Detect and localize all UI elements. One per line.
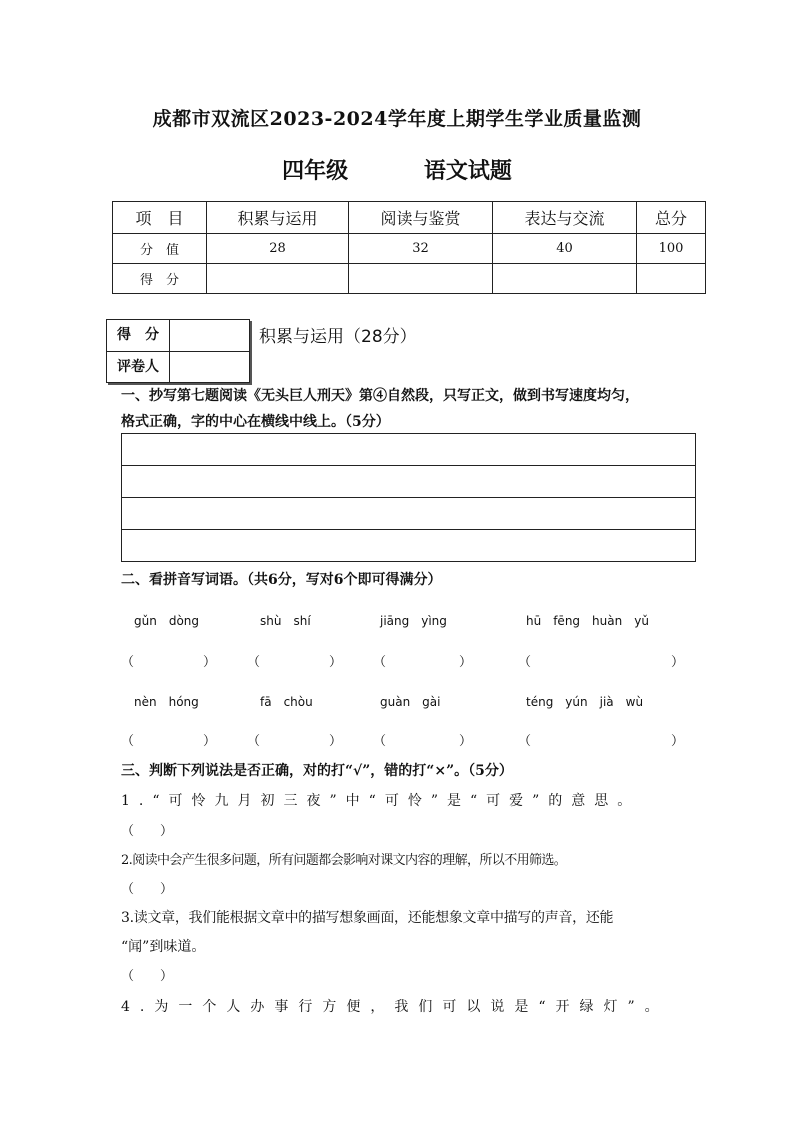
answer-open-paren: （ [121, 655, 135, 670]
answer-close-paren: ） [459, 734, 473, 749]
answer-open-paren: （ [247, 655, 261, 670]
score-input-cell[interactable] [637, 264, 706, 294]
answer-close-paren: ） [329, 734, 343, 749]
pinyin-prompt: jiāng yìng [380, 614, 447, 628]
grader-score-label: 得 分 [107, 320, 170, 351]
answer-close-paren: ） [203, 655, 217, 670]
statement-3: 3.读文章，我们能根据文章中的描写想象画面，还能想象文章中描写的声音，还能 [121, 910, 614, 926]
answer-close-paren: ） [459, 655, 473, 670]
score-table [112, 201, 706, 294]
statement-1: 1.“可怜九月初三夜”中“可怜”是“可爱”的意思。 [121, 793, 641, 809]
subject-label: 语文试题 [423, 158, 512, 184]
score-input-cell[interactable] [349, 264, 493, 294]
grader-box [106, 319, 250, 383]
grade-label: 四年级 [282, 158, 349, 184]
copy-writing-area[interactable] [121, 433, 696, 562]
question-1-text: 一、抄写第七题阅读《无头巨人刑天》第④自然段，只写正文，做到书写速度均匀， [121, 388, 639, 404]
statement-2: 2.阅读中会产生很多问题，所有问题都会影响对课文内容的理解，所以不用筛选。 [121, 853, 567, 868]
writing-line [122, 465, 695, 466]
grader-name-row[interactable] [107, 351, 249, 383]
pinyin-prompt: shù shí [260, 614, 311, 628]
table-cell: 40 [493, 234, 637, 264]
statement-3-cont: “闻”到味道。 [121, 939, 206, 955]
row-label: 分 值 [113, 234, 207, 264]
answer-close-paren: ） [671, 734, 685, 749]
answer-open-paren: （ [373, 655, 387, 670]
answer-open-paren: （ [518, 655, 532, 670]
pinyin-prompt: téng yún jià wù [526, 695, 644, 709]
judge-answer-blank[interactable]: （ ） [121, 969, 174, 984]
col-header: 表达与交流 [493, 202, 637, 234]
statement-4: 4.为一个人办事行方便，我们可以说是“开绿灯”。 [121, 999, 669, 1015]
answer-close-paren: ） [329, 655, 343, 670]
answer-open-paren: （ [373, 734, 387, 749]
section-title: 积累与运用（28分） [259, 327, 417, 347]
col-header: 总分 [637, 202, 706, 234]
judge-answer-blank[interactable]: （ ） [121, 824, 174, 839]
grader-name-label: 评卷人 [107, 352, 170, 383]
pinyin-prompt: fā chòu [260, 695, 313, 709]
pinyin-prompt: guàn gài [380, 695, 441, 709]
col-header: 项 目 [113, 202, 207, 234]
table-cell: 28 [207, 234, 349, 264]
table-cell: 100 [637, 234, 706, 264]
col-header: 积累与运用 [207, 202, 349, 234]
question-2-title: 二、看拼音写词语。（共6分，写对6个即可得满分） [121, 572, 442, 588]
score-table-row [113, 234, 706, 264]
pinyin-prompt: hū fēng huàn yǔ [526, 614, 649, 628]
col-header: 阅读与鉴赏 [349, 202, 493, 234]
answer-open-paren: （ [518, 734, 532, 749]
row-label: 得 分 [113, 264, 207, 294]
score-table-row [113, 264, 706, 294]
exam-title: 成都市双流区2023-2024学年度上期学生学业质量监测 [152, 108, 642, 130]
writing-line [122, 529, 695, 530]
answer-open-paren: （ [247, 734, 261, 749]
score-input-cell[interactable] [493, 264, 637, 294]
pinyin-prompt: gǔn dòng [134, 614, 200, 628]
grader-score-row[interactable] [107, 320, 249, 351]
exam-subtitle [0, 154, 794, 185]
judge-answer-blank[interactable]: （ ） [121, 882, 174, 897]
score-input-cell[interactable] [207, 264, 349, 294]
question-3-title: 三、判断下列说法是否正确，对的打“√”，错的打“×”。（5分） [121, 763, 513, 779]
score-table-header [113, 202, 706, 234]
question-1-text: 格式正确，字的中心在横线中线上。（5分） [121, 414, 390, 430]
pinyin-prompt: nèn hóng [134, 695, 199, 709]
table-cell: 32 [349, 234, 493, 264]
answer-open-paren: （ [121, 734, 135, 749]
writing-line [122, 497, 695, 498]
answer-close-paren: ） [671, 655, 685, 670]
answer-close-paren: ） [203, 734, 217, 749]
